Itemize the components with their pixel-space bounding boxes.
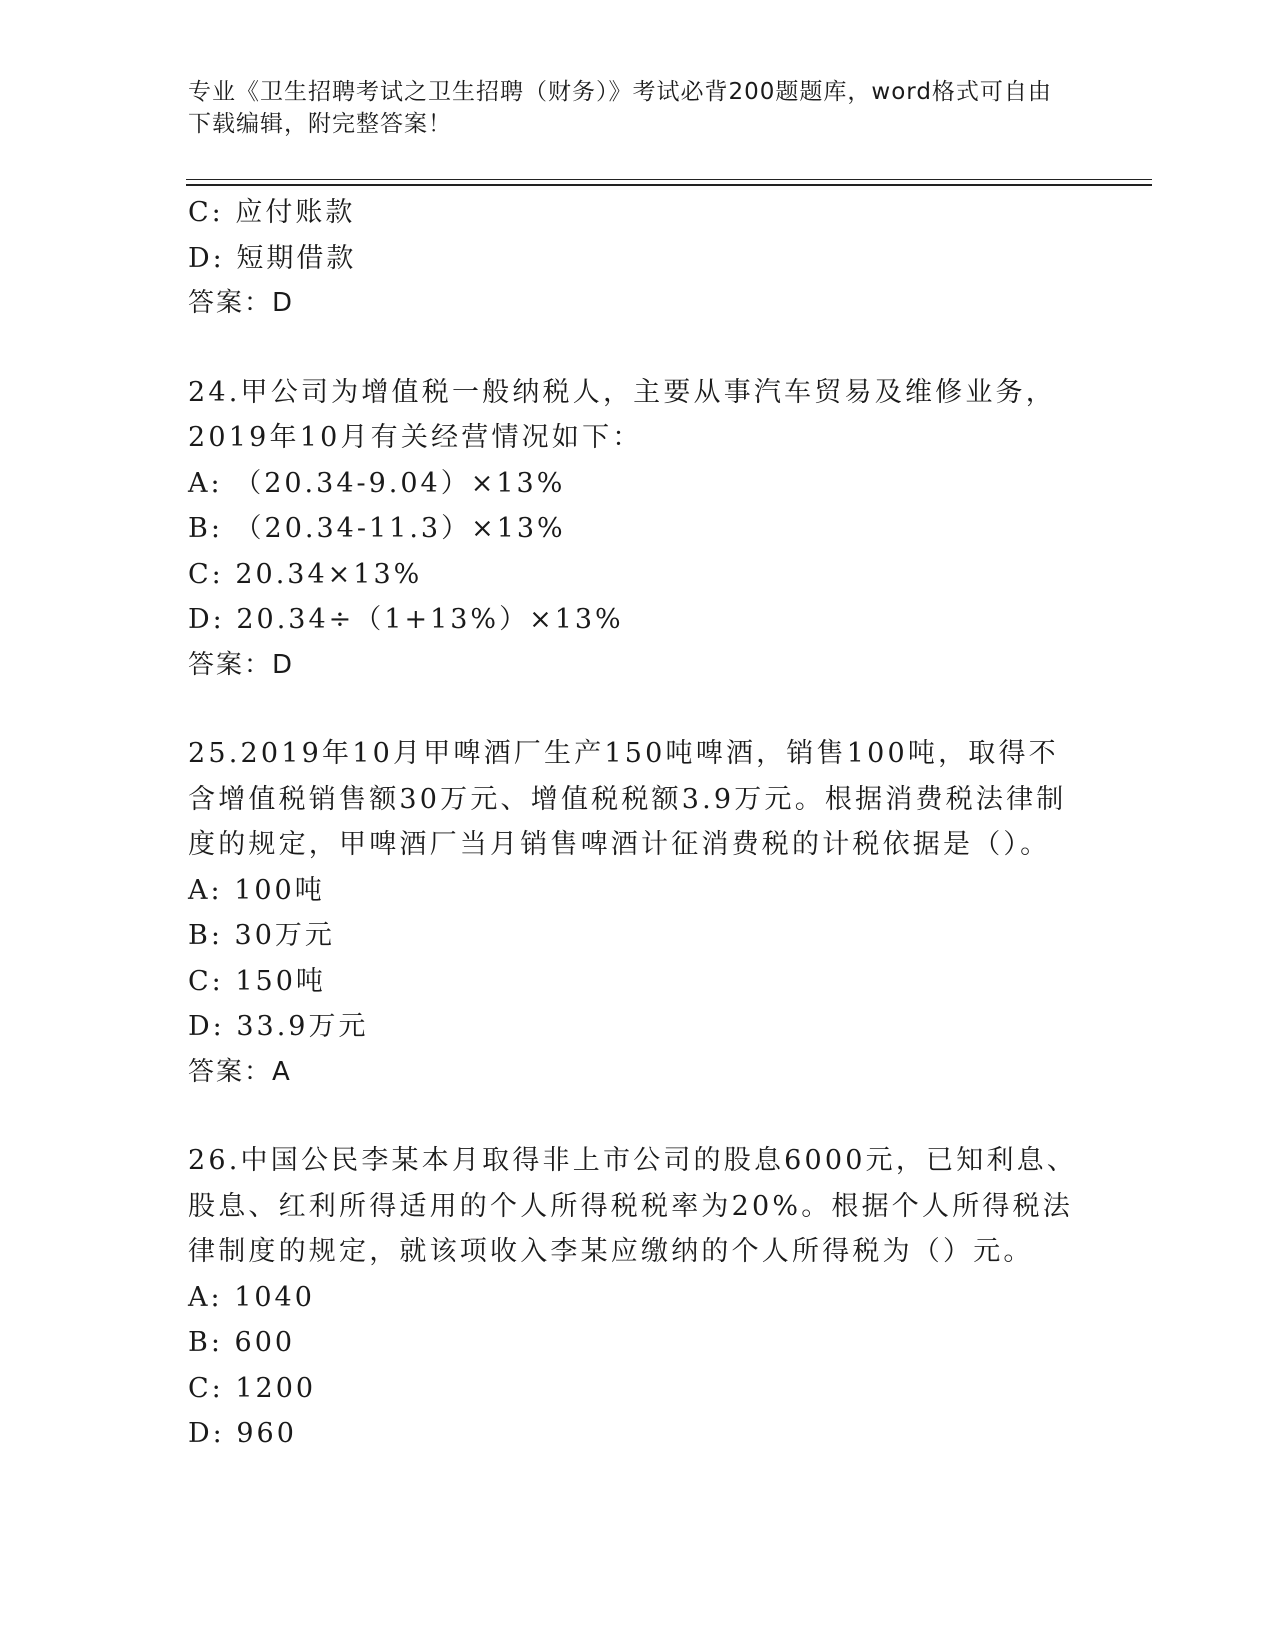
option-c: C: 1200	[188, 1372, 317, 1404]
option-a: A: 1040	[188, 1281, 315, 1313]
option-c: C: 应付账款	[188, 197, 356, 228]
option-c: C: 150吨	[188, 965, 326, 997]
page-header: 专业《卫生招聘考试之卫生招聘（财务）》考试必背200题题库，word格式可自由下载编辑，附完整答案！	[188, 79, 1052, 137]
answer-line: 答案：A	[188, 1056, 292, 1087]
option-c: C: 20.34×13%	[188, 558, 423, 590]
question-24	[188, 370, 1088, 689]
option-b: B: 600	[188, 1327, 296, 1358]
question-25	[188, 731, 1088, 1095]
question-text: 25.2019年10月甲啤酒厂生产150吨啤酒，销售100吨，取得不含增值税销售额30万元、增值税税额3.9万元。根据消费税法律制度的规定，甲啤酒厂当月销售啤酒计征消费税的计税依据是（）。	[188, 738, 1067, 860]
answer-line: 答案：D	[188, 649, 295, 680]
header-rule-thick	[186, 184, 1152, 186]
option-a: A: 100吨	[188, 874, 325, 906]
question-text: 26.中国公民李某本月取得非上市公司的股息6000元，已知利息、股息、红利所得适用的个人所得税税率为20%。根据个人所得税法律制度的规定，就该项收入李某应缴纳的个人所得税为（）元。	[188, 1145, 1078, 1267]
option-d: D: 20.34÷（1+13%）×13%	[188, 604, 624, 635]
option-d: D: 短期借款	[188, 242, 357, 274]
carryover-block	[188, 190, 1088, 327]
option-b: B: 30万元	[188, 920, 335, 951]
answer-line: 答案：D	[188, 288, 295, 318]
option-b: B: （20.34-11.3）×13%	[188, 513, 566, 544]
option-d: D: 960	[188, 1418, 297, 1449]
document-body	[188, 190, 1088, 1457]
option-a: A: （20.34-9.04）×13%	[188, 467, 566, 499]
question-26	[188, 1138, 1088, 1457]
question-text: 24.甲公司为增值税一般纳税人，主要从事汽车贸易及维修业务，2019年10月有关经营情况如下：	[188, 376, 1056, 453]
option-d: D: 33.9万元	[188, 1011, 369, 1042]
header-rule-thin	[186, 179, 1152, 180]
